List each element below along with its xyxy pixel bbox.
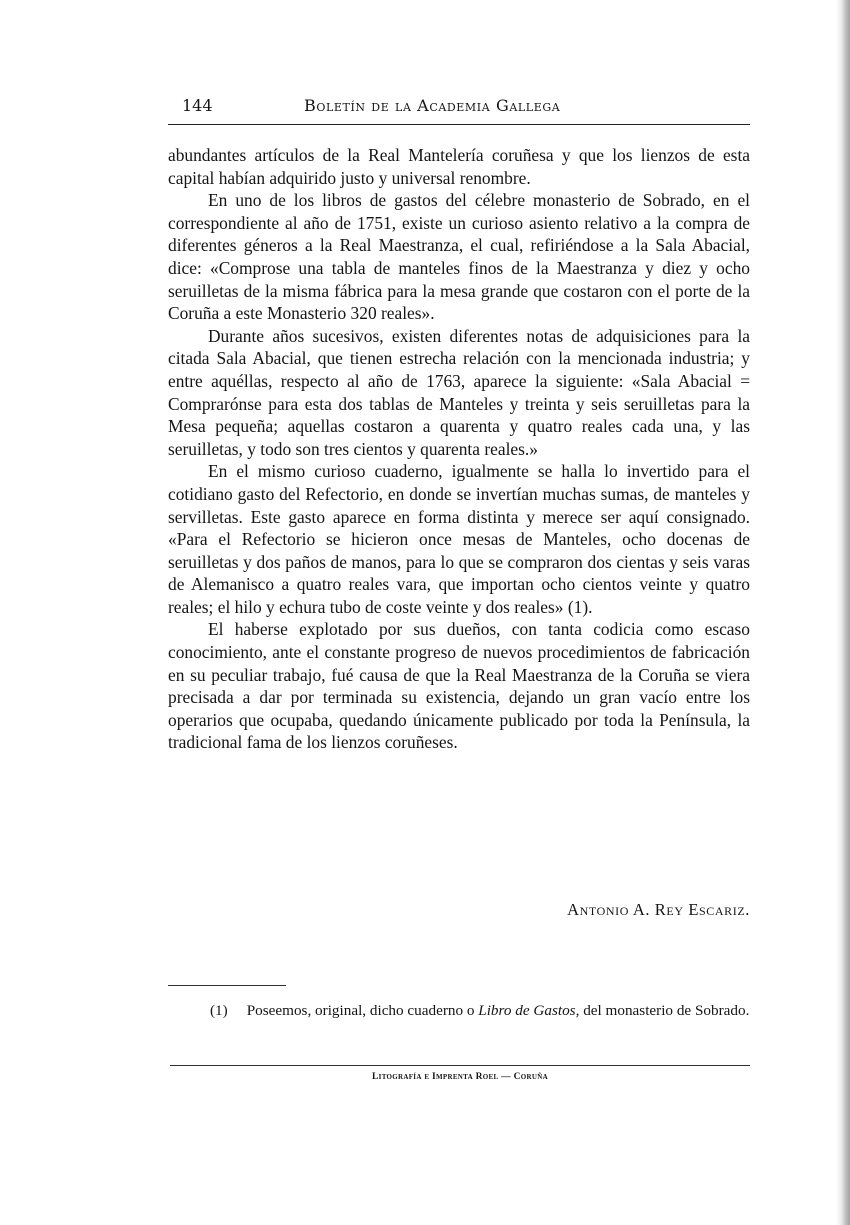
paragraph: El haberse explotado por sus dueños, con tanta codicia como escaso conocimiento, ante el constante progreso de nuevos procedimientos de fabricación en su peculiar trabajo, fué causa de que la Real Maestranza de la Coruña se viera precisada a dar por terminada su existencia, dejando un gran vacío entre los operarios que ocupaba, quedando únicamente publicado por toda la Península, la tradicional fama de los lienzos coruñeses. xyxy=(168,619,750,753)
paragraph: Durante años sucesivos, existen diferentes notas de adquisiciones para la citada Sala Abacial, que tienen estrecha relación con la mencionada industria; y entre aquéllas, respecto al año de 1763, aparece la siguiente: «Sala Abacial = Comprarónse para esta dos tablas de Manteles y treinta y seis seruilletas para la Mesa pequeña; aquellas costaron a quarenta y quatro reales cada una, y las seruilletas, y todo son tres cientos y quarenta reales.» xyxy=(168,325,750,459)
paragraph: abundantes artículos de la Real Mantelería coruñesa y que los lienzos de esta capital habían adquirido justo y universal renombre. xyxy=(168,145,750,188)
footnote xyxy=(168,1000,750,1022)
footnote-marker: (1) xyxy=(210,1002,243,1019)
page-number: 144 xyxy=(182,96,213,115)
footnote-divider xyxy=(168,985,286,986)
page-edge-shadow xyxy=(836,0,850,1225)
paragraph: En el mismo curioso cuaderno, igualmente se halla lo invertido para el cotidiano gasto del Refectorio, en donde se invertían muchas sumas, de manteles y servilletas. Este gasto aparece en forma distinta y merece ser aquí consignado. «Para el Refectorio se hicieron once mesas de Manteles, ocho docenas de seruilletas y dos paños de manos, para lo que se compraron dos cientas y seis varas de Alemanisco a quatro reales vara, que importan ocho cientos veinte y quatro reales; el hilo y echura tubo de coste veinte y dos reales» (1). xyxy=(168,461,750,617)
article-body xyxy=(168,144,750,754)
page-header xyxy=(168,94,750,125)
footnote-italic-title: Libro de Gastos, xyxy=(478,1002,584,1019)
printer-imprint: Litografía e Imprenta Roel — Coruña xyxy=(372,1072,548,1082)
running-title: Boletín de la Academia Gallega xyxy=(304,96,561,115)
footnote-text-after: del monasterio de Sobrado. xyxy=(583,1002,750,1019)
footnote-text-before: Poseemos, original, dicho cuaderno o xyxy=(246,1002,479,1019)
author-signature: Antonio A. Rey Escariz. xyxy=(567,900,750,919)
paragraph: En uno de los libros de gastos del célebre monasterio de Sobrado, en el correspondiente al año de 1751, existe un curioso asiento relativo a la compra de diferentes géneros a la Real Maestranza, el cual, refiriéndose a la Sala Abacial, dice: «Comprose una tabla de manteles finos de la Maestranza y diez y ocho seruilletas de la misma fábrica para la mesa grande que costaron con el porte de la Coruña a este Monasterio 320 reales». xyxy=(168,190,750,324)
printer-divider xyxy=(170,1065,750,1066)
